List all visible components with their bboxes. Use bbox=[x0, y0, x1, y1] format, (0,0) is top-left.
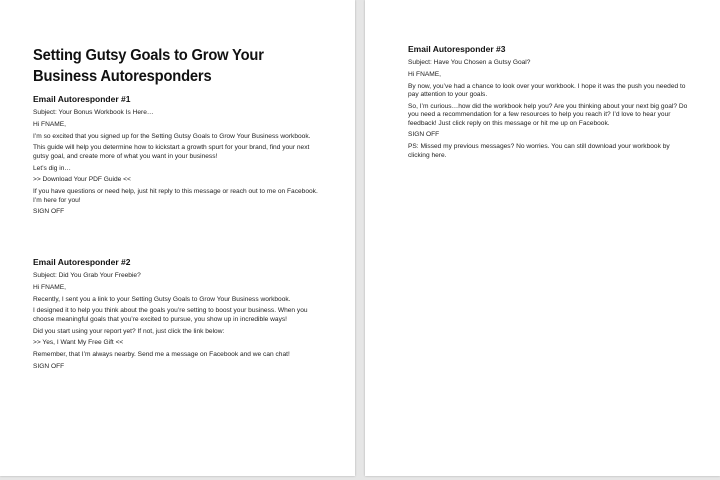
email-paragraph: I designed it to help you think about the goals you’re setting to boost your business. When you choose meaningful goals that you’re excited to pursue, you show up in incredible ways! bbox=[33, 307, 308, 323]
email-paragraph: By now, you’ve had a chance to look over your workbook. I hope it was the push you needed to pay attention to your goals. bbox=[408, 82, 686, 98]
email-paragraph: So, I’m curious…how did the workbook help you? Are you thinking about your next big goal? Do you need a recommendation for a few resources to help you reach it? I’d love to hear your feedback! Just click reply on this message or hit me up on Facebook. bbox=[408, 102, 688, 127]
email-link-text: >> Download Your PDF Guide << bbox=[33, 176, 131, 184]
email-subject: Subject: Your Bonus Workbook Is Here… bbox=[33, 109, 154, 116]
document-title: Setting Gutsy Goals to Grow Your Business Autoresponders bbox=[33, 47, 264, 85]
email-sign-off: SIGN OFF bbox=[33, 208, 65, 216]
email-paragraph: Remember, that I’m always nearby. Send me a message on Facebook and we can chat! bbox=[33, 351, 290, 359]
document-page-right bbox=[365, 0, 720, 476]
email-greeting: Hi FNAME, bbox=[408, 70, 441, 78]
autoresponder-section-1 bbox=[33, 94, 318, 220]
email-paragraph: I’m so excited that you signed up for the Setting Gutsy Goals to Grow Your Business workbook. bbox=[33, 132, 311, 140]
email-paragraph: Recently, I sent you a link to your Setting Gutsy Goals to Grow Your Business workbook. bbox=[33, 295, 291, 303]
email-sign-off: SIGN OFF bbox=[33, 362, 65, 370]
email-greeting: Hi FNAME, bbox=[33, 120, 66, 128]
email-sign-off: SIGN OFF bbox=[408, 131, 440, 139]
email-subject: Subject: Have You Chosen a Gutsy Goal? bbox=[408, 59, 531, 66]
email-postscript: PS: Missed my previous messages? No worries. You can still download your workbook by clicking here. bbox=[408, 143, 670, 159]
email-subject: Subject: Did You Grab Your Freebie? bbox=[33, 272, 141, 279]
autoresponder-section-2 bbox=[33, 257, 318, 375]
email-paragraph: This guide will help you determine how to kickstart a growth spurt for your brand, find your next gutsy goal, and create more of what you want in your business! bbox=[33, 144, 310, 160]
section-heading: Email Autoresponder #1 bbox=[33, 94, 131, 104]
email-link-text: >> Yes, I Want My Free Gift << bbox=[33, 339, 124, 347]
autoresponder-section-3 bbox=[408, 44, 693, 163]
section-heading: Email Autoresponder #2 bbox=[33, 257, 131, 267]
email-paragraph: Let’s dig in… bbox=[33, 164, 71, 172]
email-greeting: Hi FNAME, bbox=[33, 283, 66, 291]
email-paragraph: If you have questions or need help, just hit reply to this message or reach out to me on Facebook. I’m here for you! bbox=[33, 188, 318, 204]
document-page-left bbox=[0, 0, 355, 476]
email-paragraph: Did you start using your report yet? If not, just click the link below: bbox=[33, 327, 225, 335]
section-heading: Email Autoresponder #3 bbox=[408, 44, 506, 54]
